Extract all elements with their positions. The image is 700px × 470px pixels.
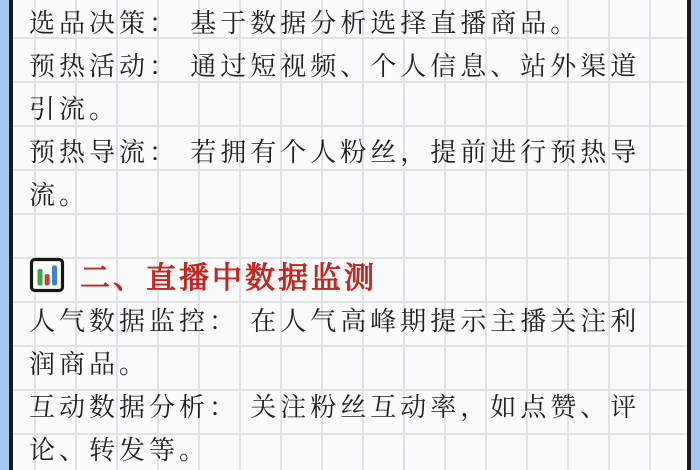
document-line: 人气数据监控： 在人气高峰期提示主播关注利 [29,306,641,336]
section-heading-text: 二、直播中数据监测 [80,262,377,295]
document-line: 论、转发等。 [29,435,210,465]
document-line: 选品决策： 基于数据分析选择直播商品。 [29,8,581,38]
section-heading [29,252,679,298]
document-line: 流。 [29,180,90,210]
document-line: 预热导流： 若拥有个人粉丝，提前进行预热导 [29,137,641,167]
document-line: 互动数据分析： 关注粉丝互动率，如点赞、评 [29,392,641,422]
document-line: 润商品。 [29,349,150,379]
document-line: 预热活动： 通过短视频、个人信息、站外渠道 [29,51,641,81]
grid-paper [9,0,691,470]
bar-chart-icon [29,257,65,293]
section-gap [29,215,679,252]
document-line: 引流。 [29,94,120,124]
